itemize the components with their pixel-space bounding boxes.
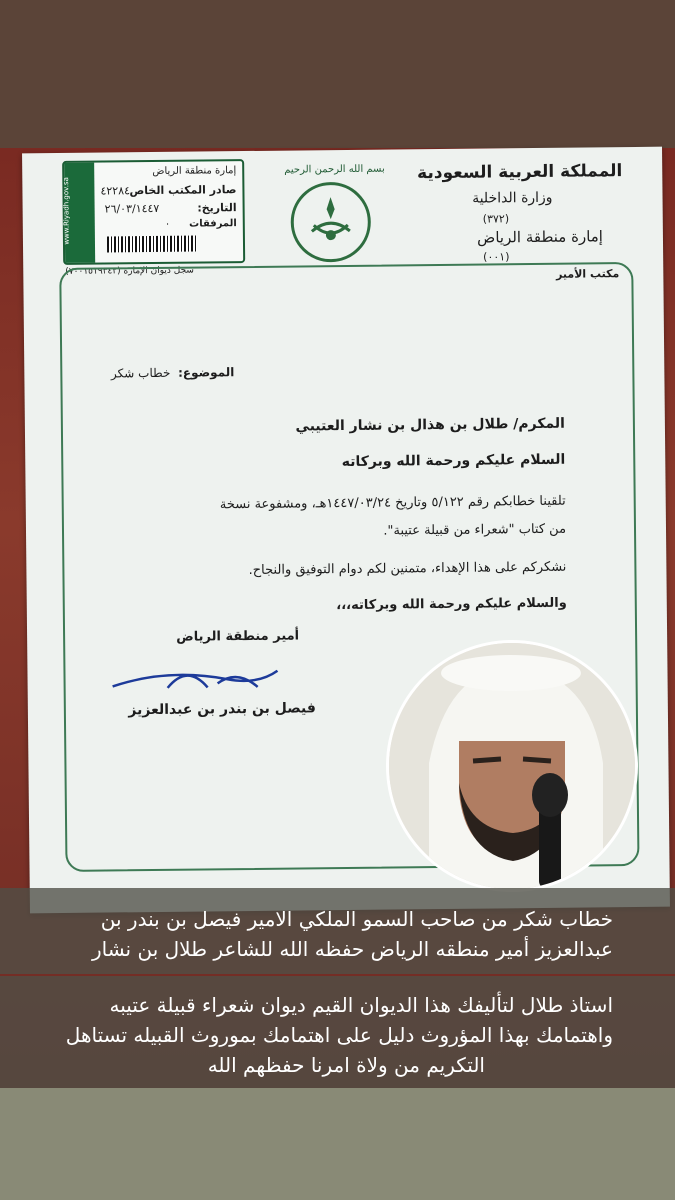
ministry-code: (٣٧٢) xyxy=(482,212,510,226)
ministry-title: وزارة الداخلية xyxy=(472,189,553,207)
recipient: المكرم/ طلال بن هذال بن نشار العتيبي xyxy=(295,415,565,435)
saudi-emblem-icon xyxy=(290,182,371,263)
emirate-code: (٠٠١) xyxy=(483,250,510,264)
registry-number: سجل ديوان الإمارة (٧٠٠١٥١٩٣٤٢) xyxy=(65,265,194,277)
closing: والسلام عليكم ورحمة الله وبركاته،،، xyxy=(336,595,567,614)
stamp-title: إمارة منطقة الرياض xyxy=(152,165,237,178)
caption-1-line-2: عبدالعزيز أمير منطقه الرياض حفظه الله للشاعر طلال بن نشار xyxy=(91,937,613,961)
stamp-status: صادر المكتب الخاص xyxy=(129,183,237,198)
subject-label: الموضوع: xyxy=(177,365,235,380)
stamp-date-label: التاريخ: xyxy=(197,201,237,215)
greeting: السلام عليكم ورحمة الله وبركاته xyxy=(341,451,566,471)
signatory-name: فيصل بن بندر بن عبدالعزيز xyxy=(128,700,316,719)
stamp-date: ٢٦/٠٣/١٤٤٧ xyxy=(104,201,160,216)
stamp-attachments-label: المرفقات xyxy=(189,218,237,230)
stamp-website: www.Riyadh.gov.sa xyxy=(62,177,71,245)
top-band xyxy=(0,0,675,148)
caption-1-line-1: خطاب شكر من صاحب السمو الملكي الامير فيصل بن بندر بن xyxy=(100,907,613,931)
body-line-2: من كتاب "شعراء من قبيلة عتيبة". xyxy=(383,521,567,539)
poet-photo xyxy=(386,640,638,892)
office-title: مكتب الأمير xyxy=(555,267,620,281)
signatory-title: أمير منطقة الرياض xyxy=(176,628,300,645)
emirate-title: إمارة منطقة الرياض xyxy=(477,227,604,247)
registry-stamp xyxy=(62,159,245,265)
signature-icon xyxy=(107,657,287,699)
bottom-band xyxy=(0,1088,675,1200)
basmala: بسم الله الرحمن الرحيم xyxy=(284,163,385,176)
caption-2-line-1: استاذ طلال لتأليفك هذا الديوان القيم ديوان شعراء قبيلة عتيبه xyxy=(109,993,613,1017)
kingdom-title: المملكة العربية السعودية xyxy=(416,161,623,184)
caption-2-line-3: التكريم من ولاة امرنا حفظهم الله xyxy=(207,1053,485,1077)
barcode xyxy=(107,236,197,253)
stamp-attachments-value: ٠ xyxy=(164,218,171,230)
body-line-3: نشكركم على هذا الإهداء، متمنين لكم دوام التوفيق والنجاح. xyxy=(248,559,567,579)
body-line-1: تلقينا خطابكم رقم ٥/١٢٢ وتاريخ ١٤٤٧/٠٣/٢٤هـ، ومشفوعة نسخة xyxy=(219,493,566,513)
stamp-number: ٤٢٢٨٤ xyxy=(100,184,131,198)
subject: خطاب شكر xyxy=(110,365,171,381)
caption-2-line-2: واهتمامك بهذا المؤروث دليل على اهتمامك بموروث القبيله تستاهل xyxy=(65,1023,613,1047)
